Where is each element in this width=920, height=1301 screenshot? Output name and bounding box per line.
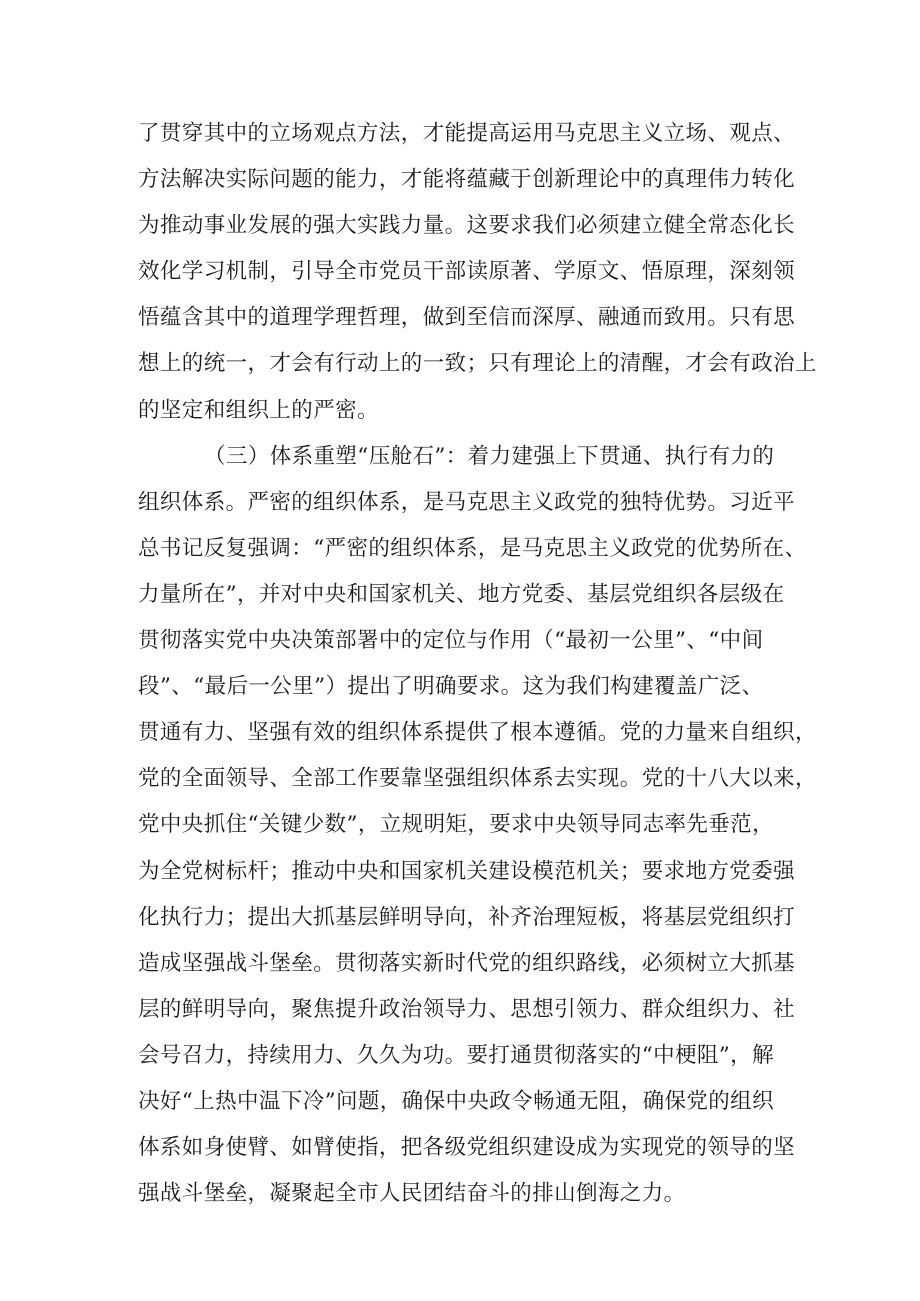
- text-line-1: 了贯穿其中的立场观点方法，才能提高运用马克思主义立场、观点、: [138, 121, 796, 146]
- text-line-11: 力量所在”，并对中央和国家机关、地方党委、基层党组织各层级在: [138, 581, 785, 607]
- text-line-22: 决好“上热中温下冷”问题，确保中央政令畅通无阻，确保党的组织: [138, 1088, 774, 1114]
- text-line-18: 化执行力；提出大抓基层鲜明导向，补齐治理短板，将基层党组织打: [138, 904, 796, 930]
- text-line-13: 段”、“最后一公里”）提出了明确要求。这为我们构建覆盖广泛、: [138, 674, 764, 700]
- text-line-15: 党的全面领导、全部工作要靠坚强组织体系去实现。党的十八大以来，: [138, 766, 817, 792]
- text-line-12: 贯彻落实党中央决策部署中的定位与作用（“最初一公里”、“中间: [138, 628, 764, 654]
- text-line-4: 效化学习机制，引导全市党员干部读原著、学原文、悟原理，深刻领: [138, 259, 796, 285]
- text-line-17: 为全党树标杆；推动中央和国家机关建设模范机关；要求地方党委强: [138, 858, 796, 884]
- text-line-2: 方法解决实际问题的能力，才能将蕴藏于创新理论中的真理伟力转化: [138, 167, 796, 193]
- text-line-19: 造成坚强战斗堡垒。贯彻落实新时代党的组织路线，必须树立大抓基: [138, 950, 796, 976]
- text-line-3: 为推动事业发展的强大实践力量。这要求我们必须建立健全常态化长: [138, 213, 796, 239]
- text-line-23: 体系如身使臂、如臂使指，把各级党组织建设成为实现党的领导的坚: [138, 1135, 796, 1161]
- text-line-16: 党中央抓住“关键少数”，立规明矩，要求中央领导同志率先垂范，: [138, 812, 774, 838]
- section-heading-line: （三）体系重塑“压舱石”：着力建强上下贯通、执行有力的: [204, 443, 775, 469]
- text-line-24: 强战斗堡垒，凝聚起全市人民团结奋斗的排山倒海之力。: [138, 1181, 686, 1207]
- text-line-5: 悟蕴含其中的道理学理哲理，做到至信而深厚、融通而致用。只有思: [138, 305, 796, 331]
- text-line-6: 想上的统一，才会有行动上的一致；只有理论上的清醒，才会有政治上: [138, 351, 817, 377]
- text-line-21: 会号召力，持续用力、久久为功。要打通贯彻落实的“中梗阻”，解: [138, 1042, 774, 1068]
- body-text: [138, 111, 817, 1217]
- text-line-9: 组织体系。严密的组织体系，是马克思主义政党的独特优势。习近平: [138, 489, 796, 515]
- text-line-20: 层的鲜明导向，聚焦提升政治领导力、思想引领力、群众组织力、社: [138, 996, 796, 1022]
- text-line-14: 贯通有力、坚强有效的组织体系提供了根本遵循。党的力量来自组织，: [138, 720, 817, 746]
- text-line-7: 的坚定和组织上的严密。: [138, 397, 379, 423]
- text-line-10: 总书记反复强调：“严密的组织体系，是马克思主义政党的优势所在、: [138, 535, 807, 561]
